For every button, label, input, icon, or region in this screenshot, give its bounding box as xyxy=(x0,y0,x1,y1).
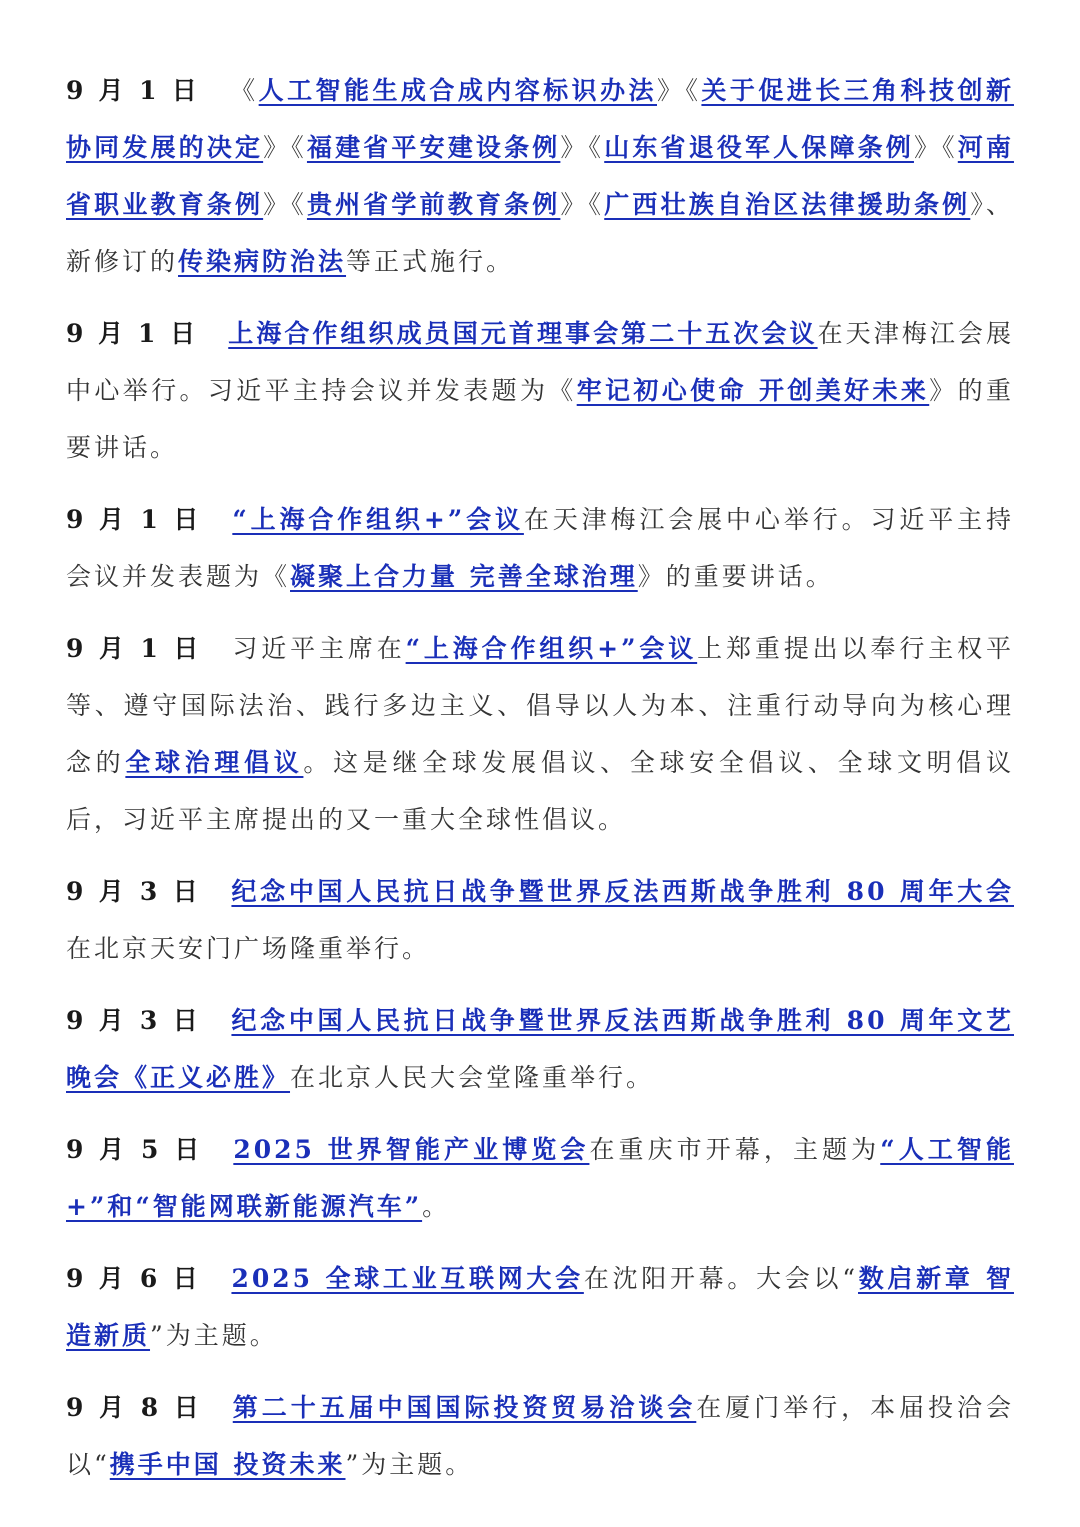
entry-text: 在重庆市开幕，主题为 xyxy=(589,1135,881,1164)
entry-link[interactable]: 携手中国 投资未来 xyxy=(109,1450,346,1479)
entry-link[interactable]: 广西壮族自治区法律援助条例 xyxy=(604,190,971,219)
entry-date: 9 月 3 日 xyxy=(66,877,202,906)
chronicle-entry xyxy=(66,491,1014,605)
chronicle-entry xyxy=(66,1250,1014,1364)
entry-link[interactable]: 关于促进长三角科技创新协同发展的决定 xyxy=(66,76,1014,162)
entry-text: 》《 xyxy=(560,133,605,162)
entry-link[interactable]: 人工智能生成合成内容标识办法 xyxy=(258,76,657,105)
entry-text: 习近平主席在 xyxy=(232,634,406,663)
entry-text: 》《 xyxy=(913,133,958,162)
entry-link[interactable]: 2025 全球工业互联网大会 xyxy=(231,1264,584,1293)
entry-text: 》的重要讲话。 xyxy=(66,376,1014,462)
entry-link[interactable]: 全球治理倡议 xyxy=(125,748,304,777)
entry-date: 9 月 1 日 xyxy=(66,634,203,663)
entry-text: 》、新修订的 xyxy=(66,190,1014,276)
entry-link[interactable]: 纪念中国人民抗日战争暨世界反法西斯战争胜利 80 周年文艺晚会《正义必胜》 xyxy=(66,1006,1014,1092)
entry-text: 在北京人民大会堂隆重举行。 xyxy=(290,1063,655,1092)
entry-date: 9 月 1 日 xyxy=(66,505,203,534)
entry-text: 》《 xyxy=(560,190,605,219)
chronicle-entry xyxy=(66,992,1014,1106)
entry-text: 》《 xyxy=(263,190,307,219)
entry-text: 在北京天安门广场隆重举行。 xyxy=(66,934,431,963)
entry-text: ”为主题。 xyxy=(345,1450,474,1479)
chronicle-entry xyxy=(66,1121,1014,1235)
entry-link[interactable]: 第二十五届中国国际投资贸易洽谈会 xyxy=(232,1393,697,1422)
entry-link[interactable]: “上海合作组织+”会议 xyxy=(405,634,698,663)
entry-text: 。 xyxy=(422,1192,451,1221)
entry-link[interactable]: 纪念中国人民抗日战争暨世界反法西斯战争胜利 80 周年大会 xyxy=(231,877,1014,906)
chronicle-entry xyxy=(66,62,1014,290)
entry-text: 。这是继全球发展倡议、全球安全倡议、全球文明倡议后，习近平主席提出的又一重大全球性倡议。 xyxy=(66,748,1014,834)
entry-text: 上郑重提出以奉行主权平等、遵守国际法治、践行多边主义、倡导以人为本、注重行动导向为核心理念的 xyxy=(66,634,1014,777)
entry-date: 9 月 8 日 xyxy=(66,1393,203,1422)
entry-text: 》《 xyxy=(263,133,307,162)
entry-date: 9 月 5 日 xyxy=(66,1135,204,1164)
entry-text: 在厦门举行，本届投洽会以“ xyxy=(66,1393,1014,1479)
entry-link[interactable]: 数启新章 智造新质 xyxy=(66,1264,1014,1350)
entry-text: 等正式施行。 xyxy=(346,247,515,276)
entry-link[interactable]: 福建省平安建设条例 xyxy=(306,133,561,162)
entry-text: 在天津梅江会展中心举行。习近平主持会议并发表题为《 xyxy=(66,319,1014,405)
entry-link[interactable]: 凝聚上合力量 完善全球治理 xyxy=(290,562,638,591)
entry-date: 9 月 1 日 xyxy=(66,319,199,348)
entry-date: 9 月 3 日 xyxy=(66,1006,202,1035)
entry-link[interactable]: 上海合作组织成员国元首理事会第二十五次会议 xyxy=(228,319,818,348)
chronicle-entry xyxy=(66,305,1014,476)
chronicle-entry xyxy=(66,1379,1014,1493)
entry-text: 在沈阳开幕。大会以“ xyxy=(583,1264,859,1293)
entry-text: ”为主题。 xyxy=(150,1321,278,1350)
entry-link[interactable]: 山东省退役军人保障条例 xyxy=(604,133,914,162)
entry-text: 》的重要讲话。 xyxy=(637,562,834,591)
entry-date: 9 月 6 日 xyxy=(66,1264,202,1293)
entry-date: 9 月 1 日 xyxy=(66,76,201,105)
entry-link[interactable]: “人工智能+”和“智能网联新能源汽车” xyxy=(66,1135,1014,1221)
entry-text: 》《 xyxy=(657,76,702,105)
entry-text: 《 xyxy=(230,76,259,105)
entry-link[interactable]: 传染病防治法 xyxy=(178,247,347,276)
entry-link[interactable]: 牢记初心使命 开创美好未来 xyxy=(576,376,930,405)
chronicle-entry xyxy=(66,620,1014,848)
entry-link[interactable]: 河南省职业教育条例 xyxy=(66,133,1014,219)
entry-text: 在天津梅江会展中心举行。习近平主持会议并发表题为《 xyxy=(66,505,1014,591)
entry-link[interactable]: 贵州省学前教育条例 xyxy=(306,190,561,219)
entry-link[interactable]: “上海合作组织+”会议 xyxy=(232,505,524,534)
document-page xyxy=(66,62,1014,1508)
entry-link[interactable]: 2025 世界智能产业博览会 xyxy=(233,1135,590,1164)
chronicle-entry xyxy=(66,863,1014,977)
